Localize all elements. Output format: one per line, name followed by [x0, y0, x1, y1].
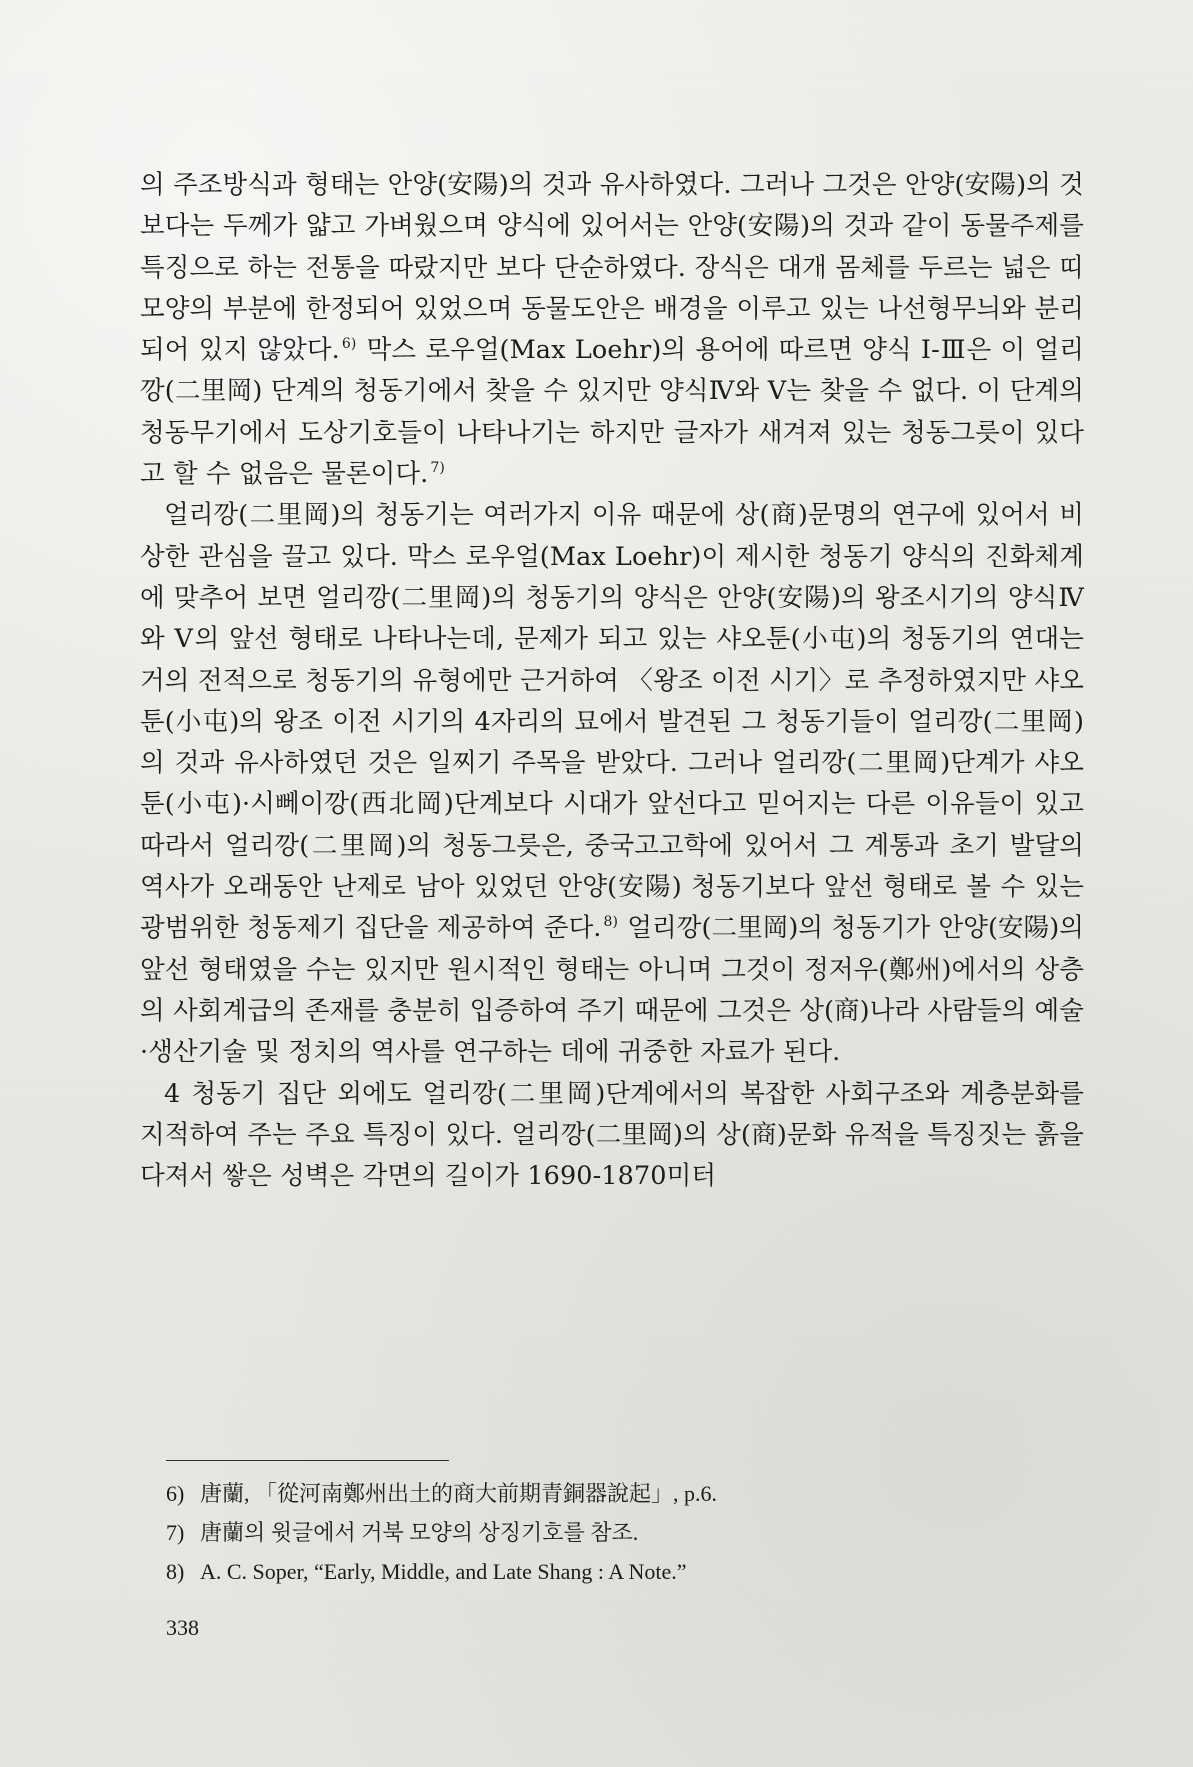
footnote-6-number: 6) [166, 1481, 185, 1506]
footnote-ref-6: 6) [341, 335, 357, 352]
footnote-7-text: 唐蘭의 윗글에서 거북 모양의 상징기호를 참조. [200, 1520, 639, 1545]
paragraph-3 [140, 1074, 1084, 1198]
footnote-divider [166, 1460, 449, 1461]
page-number: 338 [166, 1615, 199, 1640]
paragraph-3-text: 4 청동기 집단 외에도 얼리깡(二里岡)단계에서의 복잡한 사회구조와 계층분화를 지적하여 주는 주요 특징이 있다. 얼리깡(二里岡)의 상(商)문화 유적을 특징짓는 흙을 다져서 쌓은 성벽은 각면의 길이가 1690-1870미터 [140, 1078, 1084, 1192]
footnote-6 [166, 1474, 1046, 1513]
footnote-ref-7: 7) [430, 459, 445, 476]
footnote-6-text: 唐蘭, 「從河南鄭州出土的商大前期青銅器說起」, p.6. [200, 1481, 718, 1506]
main-text [140, 165, 1084, 1197]
footnote-8 [166, 1552, 1046, 1591]
footnote-7 [166, 1513, 1046, 1552]
paragraph-1-part-1: 의 주조방식과 형태는 안양(安陽)의 것과 유사하였다. 그러나 그것은 안양(安陽)의 것보다는 두께가 얇고 가벼웠으며 양식에 있어서는 안양(安陽)의 것과 같이 동물주제를 특징으로 하는 전통을 따랐지만 보다 단순하였다. 장식은 대개 몸체를 두르는 넓은 띠모양의 부분에 한정되어 있었으며 동물도안은 배경을 이루고 있는 나선형무늬와 분리되어 있지 않았다. [140, 170, 1084, 366]
footnote-8-text: A. C. Soper, “Early, Middle, and Late Shang : A Note.” [200, 1559, 687, 1584]
paragraph-2-part-2: 얼리깡(二里岡)의 청동기가 안양(安陽)의 앞선 형태였을 수는 있지만 원시적인 형태는 아니며 그것이 정저우(鄭州)에서의 상층의 사회계급의 존재를 충분히 입증하여 주기 때문에 그것은 상(商)나라 사람들의 예술·생산기술 및 정치의 역사를 연구하는 데에 귀중한 자료가 된다. [140, 913, 1085, 1068]
paragraph-2-part-1: 얼리깡(二里岡)의 청동기는 여러가지 이유 때문에 상(商)문명의 연구에 있어서 비상한 관심을 끌고 있다. 막스 로우얼(Max Loehr)이 제시한 청동기 양식의 진화체계에 맞추어 보면 얼리깡(二里岡)의 청동기의 양식은 안양(安陽)의 왕조시기의 양식Ⅳ와 Ⅴ의 앞선 형태로 나타나는데, 문제가 되고 있는 샤오툰(小屯)의 청동기의 연대는 거의 전적으로 청동기의 유형에만 근거하여 〈왕조 이전 시기〉로 추정하였지만 샤오툰(小屯)의 왕조 이전 시기의 4자리의 묘에서 발견된 그 청동기들이 얼리깡(二里岡)의 것과 유사하였던 것은 일찌기 주목을 받았다. 그러나 얼리깡(二里岡)단계가 샤오툰(小屯)·시뻬이깡(西北岡)단계보다 시대가 앞선다고 믿어지는 다른 이유들이 있고 따라서 얼리깡(二里岡)의 청동그릇은, 중국고고학에 있어서 그 계통과 초기 발달의 역사가 오래동안 난제로 남아 있었던 안양(安陽) 청동기보다 앞선 형태로 볼 수 있는 광범위한 청동제기 집단을 제공하여 준다. [140, 500, 1084, 944]
footnote-8-number: 8) [166, 1559, 185, 1584]
footnotes [166, 1474, 1046, 1591]
paragraph-1-part-2: 막스 로우얼(Max Loehr)의 용어에 따르면 양식 I-Ⅲ은 이 얼리깡(二里岡) 단계의 청동기에서 찾을 수 있지만 양식Ⅳ와 Ⅴ는 찾을 수 없다. 이 단계의 청동무기에서 도상기호들이 나타나기는 하지만 글자가 새겨져 있는 청동그릇이 있다고 할 수 없음은 물론이다. [140, 335, 1084, 490]
paragraph-2 [140, 495, 1084, 1073]
footnote-7-number: 7) [166, 1520, 185, 1545]
footnote-ref-8: 8) [603, 913, 619, 930]
paragraph-1 [140, 165, 1084, 495]
